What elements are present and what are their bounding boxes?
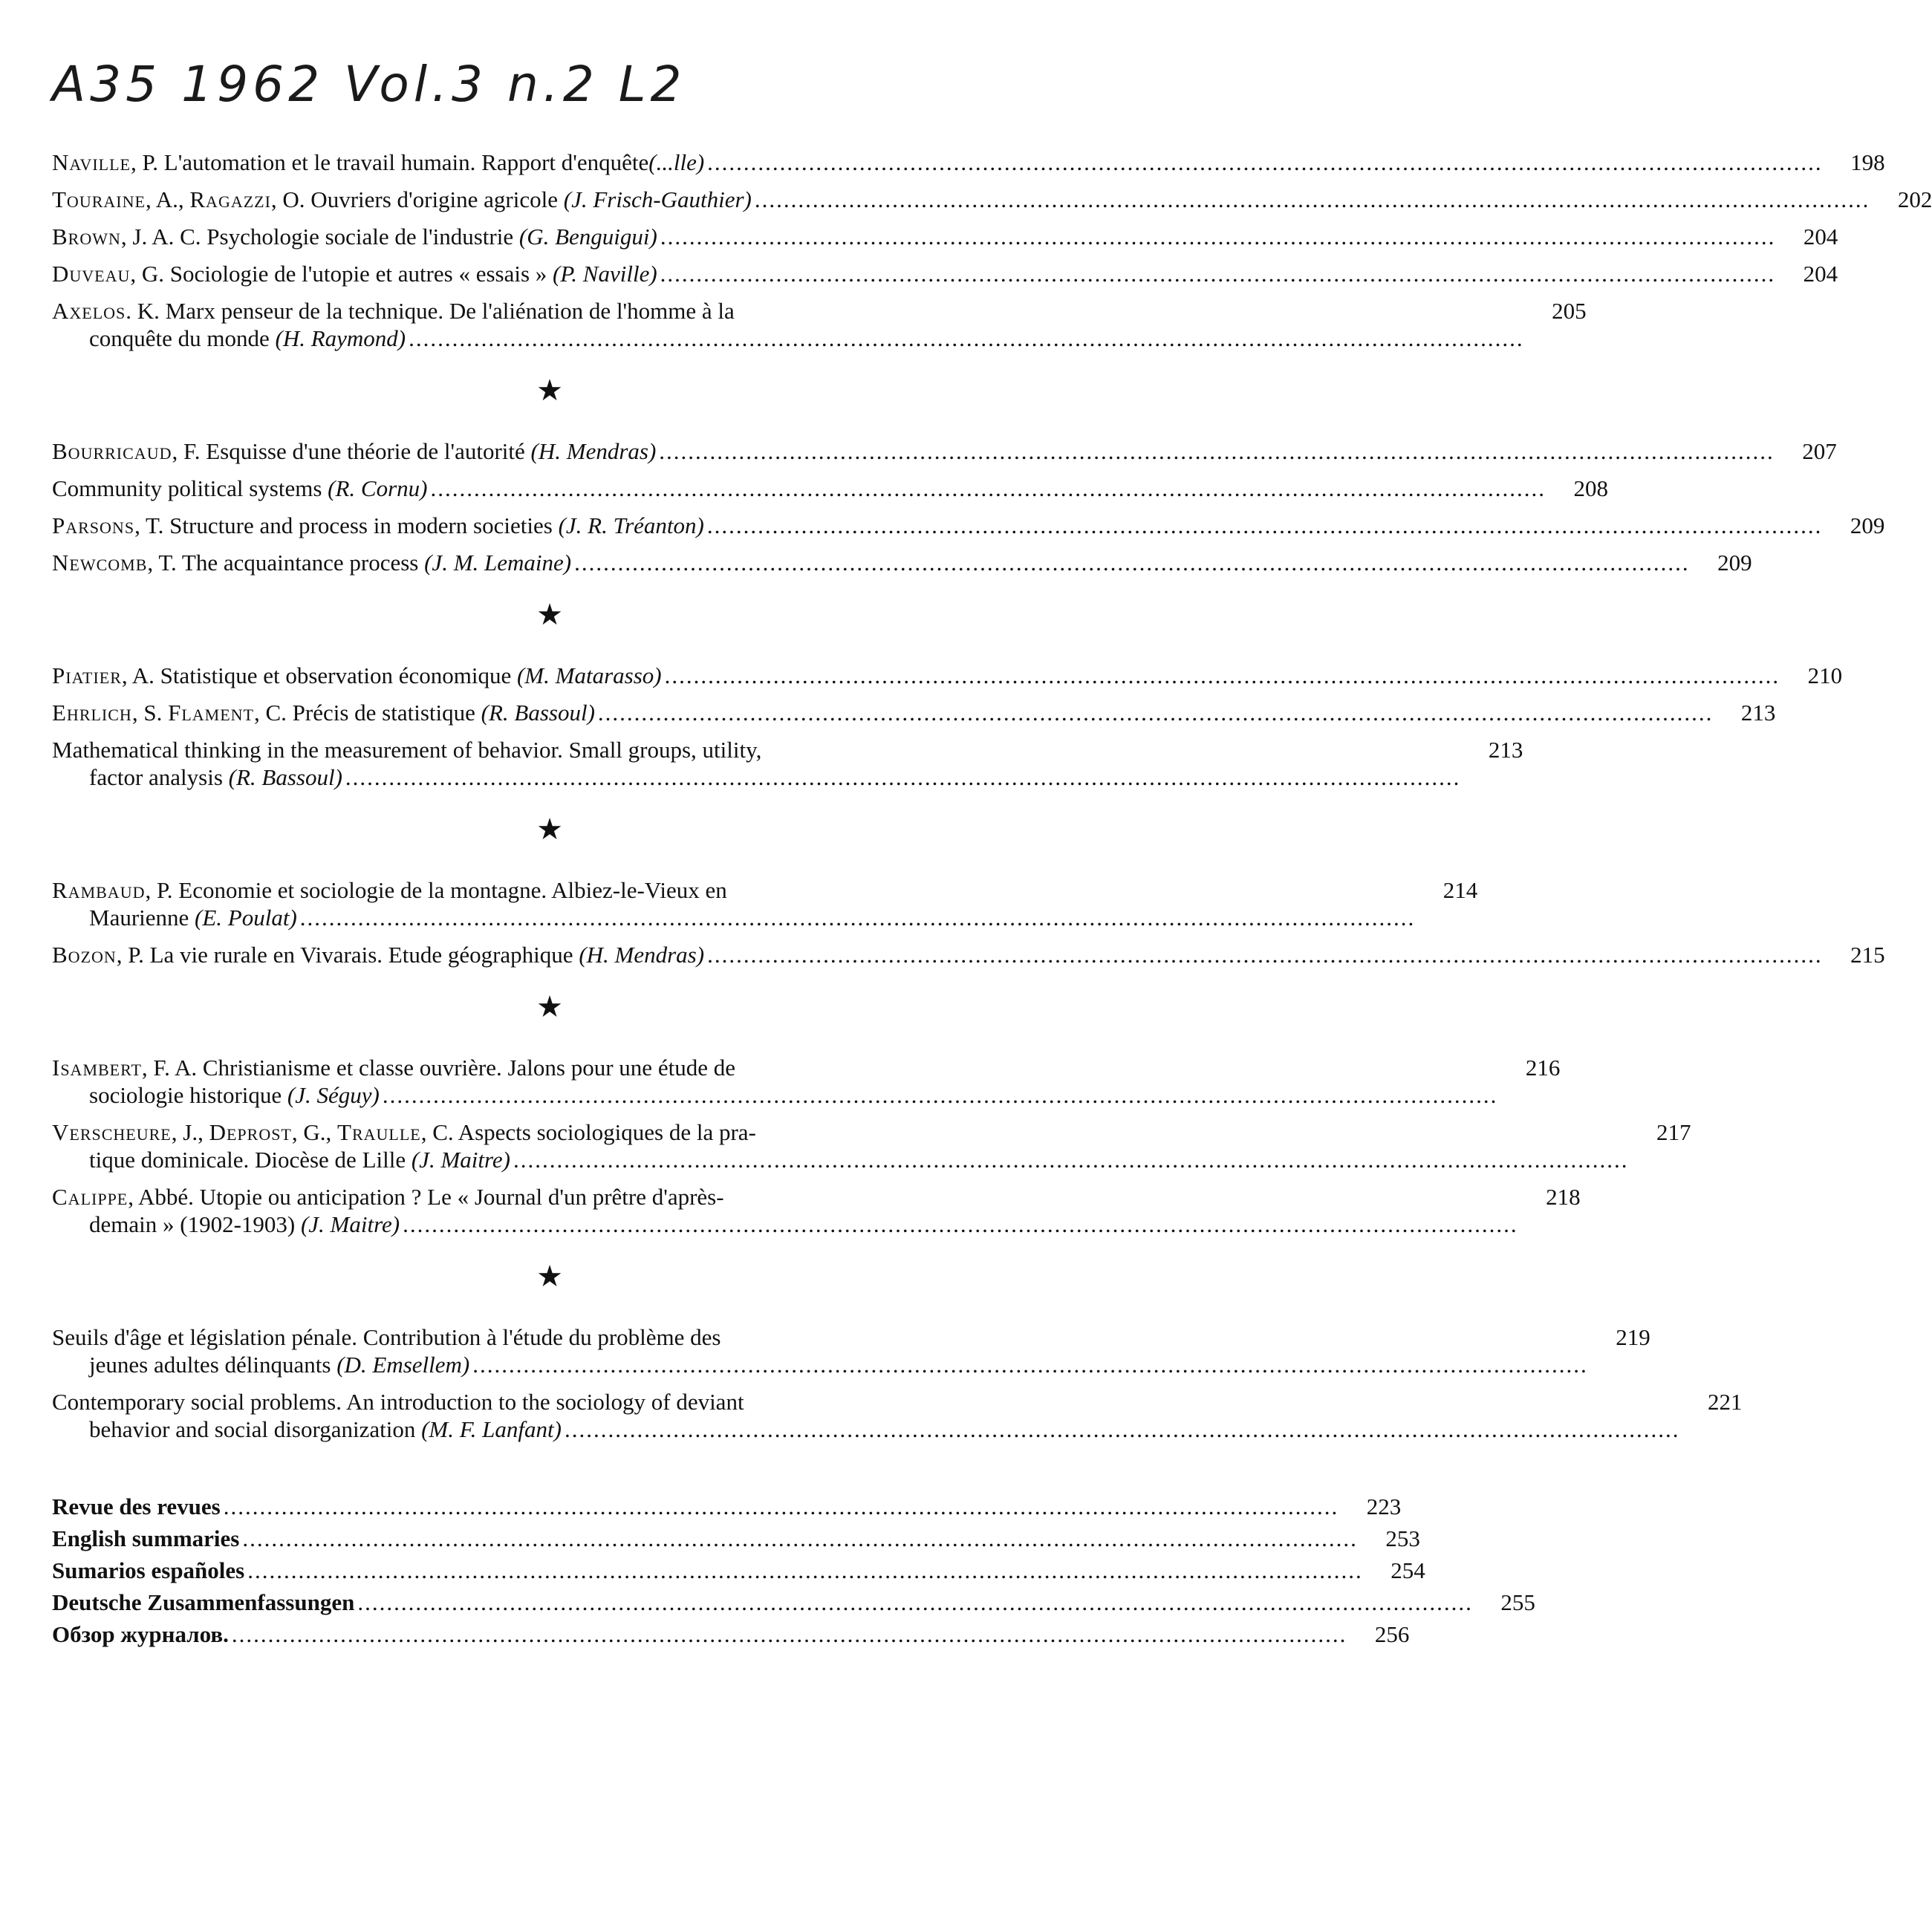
- entry-page-number: 210: [1807, 662, 1843, 688]
- entry-page-number: 255: [1500, 1589, 1535, 1615]
- entry-first-line: [52, 1525, 1361, 1552]
- toc-entry: [52, 941, 1885, 968]
- entry-first-line: [52, 1183, 1521, 1211]
- entry-author: Duveau: [52, 261, 131, 287]
- entry-title-text: , J.,: [171, 1119, 209, 1145]
- dot-leader: ..........................................................................................................................................................: [706, 512, 1823, 538]
- entry-continuation: [52, 904, 1418, 931]
- entry-page-number: 217: [1656, 1119, 1691, 1145]
- entry-reviewer: (H. Mendras): [579, 942, 705, 968]
- entry-author: Bourricaud: [52, 438, 172, 464]
- entry-continuation: [52, 1146, 1632, 1173]
- entry-first-line: [52, 223, 1778, 250]
- entry-first-line: [52, 1557, 1366, 1584]
- entry-title-text: , T. The acquaintance process: [147, 550, 425, 576]
- entry-title: [52, 1323, 721, 1351]
- entry-page-number: 208: [1573, 475, 1608, 501]
- entry-continuation: [52, 763, 1463, 791]
- entry-author: Isambert: [52, 1055, 142, 1081]
- entry-title-text: factor analysis: [89, 764, 229, 790]
- dot-leader: ..........................................................................................................................................................: [659, 438, 1775, 464]
- toc-entry: [52, 1323, 1650, 1378]
- entry-title: [52, 297, 735, 325]
- entry-title: [52, 1388, 744, 1416]
- entry-author: Verscheure: [52, 1119, 172, 1145]
- entry-continuation-text: [89, 1146, 510, 1173]
- dot-leader: ..........................................................................................................................................................: [299, 905, 1416, 931]
- entry-continuation-text: [89, 1211, 400, 1238]
- entry-title: [52, 876, 727, 904]
- entry-continuation: [52, 1081, 1500, 1109]
- entry-page-number: 254: [1391, 1557, 1425, 1583]
- entry-title-text: , C. Aspects sociologiques de la pra-: [420, 1119, 756, 1145]
- section-separator-star: ★: [536, 374, 563, 407]
- dot-leader: ..........................................................................................................................................................: [403, 1211, 1518, 1237]
- dot-leader: ..........................................................................................................................................................: [242, 1525, 1358, 1551]
- entry-first-line: [52, 260, 1778, 287]
- entry-page-number: 213: [1740, 700, 1776, 726]
- entry-text: [52, 223, 1778, 250]
- dot-leader: ..........................................................................................................................................................: [707, 942, 1823, 968]
- entry-title-text: , F. A. Christianisme et classe ouvrière. Jalons pour une étude de: [141, 1055, 735, 1081]
- entry-first-line: [52, 1620, 1350, 1648]
- entry-title: Revue des revues: [52, 1493, 221, 1519]
- entry-title-text: conquête du monde: [89, 325, 276, 351]
- entry-text: [52, 1323, 1591, 1378]
- entry-title: Обзор журналов.: [52, 1621, 229, 1647]
- entry-title: [52, 1118, 756, 1146]
- entry-author: Axelos: [52, 298, 126, 324]
- toc-entry: [52, 437, 1837, 465]
- entry-author: Piatier: [52, 662, 122, 688]
- entry-title: Deutsche Zusammenfassungen: [52, 1589, 355, 1615]
- entry-first-line: [52, 1118, 1632, 1146]
- entry-title: [52, 736, 761, 763]
- entry-first-line: [52, 941, 1826, 968]
- entry-text: [52, 1388, 1682, 1443]
- entry-title-text: tique dominicale. Diocèse de Lille: [89, 1147, 412, 1173]
- toc-entry: [52, 149, 1885, 176]
- toc-entry: [52, 876, 1478, 931]
- entry-title: English summaries: [52, 1525, 240, 1551]
- entry-title-text: jeunes adultes délinquants: [89, 1352, 337, 1378]
- entry-page-number: 218: [1546, 1184, 1581, 1210]
- entry-page-number: 253: [1385, 1525, 1420, 1551]
- entry-text: [52, 1118, 1632, 1173]
- toc-entry-bold: [52, 1620, 1410, 1648]
- entry-text: [52, 437, 1777, 465]
- dot-leader: ..........................................................................................................................................................: [564, 1416, 1680, 1442]
- entry-author: Naville: [52, 149, 131, 175]
- entry-text: [52, 1557, 1366, 1584]
- entry-title-text: Seuils d'âge et législation pénale. Contribution à l'étude du problème des: [52, 1324, 721, 1350]
- toc-entry: [52, 475, 1608, 502]
- entry-title: [52, 1183, 724, 1211]
- dot-leader: ..........................................................................................................................................................: [574, 550, 1690, 576]
- entry-page-number: 214: [1443, 877, 1478, 903]
- entry-first-line: [52, 297, 1527, 325]
- entry-text: [52, 876, 1418, 931]
- entry-first-line: [52, 1493, 1341, 1520]
- entry-author: Newcomb: [52, 550, 148, 576]
- dot-leader: ..........................................................................................................................................................: [382, 1082, 1498, 1108]
- entry-text: [52, 1525, 1361, 1552]
- entry-page-number: 215: [1850, 942, 1885, 968]
- entry-page-number: 198: [1850, 149, 1885, 175]
- entry-title-text: Mathematical thinking in the measurement of behavior. Small groups, utility,: [52, 737, 762, 763]
- section-separator-star: ★: [536, 598, 563, 631]
- entry-first-line: [52, 549, 1693, 576]
- entry-reviewer: (P. Naville): [553, 261, 657, 287]
- entry-title: [52, 662, 662, 689]
- entry-text: [52, 1493, 1341, 1520]
- toc-entry: [52, 186, 1932, 213]
- entry-text: [52, 297, 1527, 352]
- entry-title-text: , Abbé. Utopie ou anticipation ? Le « Journal d'un prêtre d'après-: [128, 1184, 724, 1210]
- toc-entry: [52, 297, 1587, 352]
- entry-reviewer: (...lle): [648, 149, 705, 175]
- entry-title: [52, 437, 656, 465]
- entry-title-text: demain » (1902-1903): [89, 1211, 301, 1237]
- entry-first-line: [52, 149, 1826, 176]
- entry-continuation: [52, 1416, 1682, 1443]
- dot-leader: ..........................................................................................................................................................: [357, 1589, 1473, 1615]
- dot-leader: ..........................................................................................................................................................: [660, 224, 1776, 250]
- toc-entry: [52, 223, 1838, 250]
- entry-page-number: 209: [1850, 512, 1885, 538]
- toc-entry-bold: [52, 1589, 1535, 1616]
- entry-continuation: [52, 1211, 1521, 1238]
- entry-text: [52, 1620, 1350, 1648]
- entry-continuation-text: [89, 904, 297, 931]
- entry-reviewer: (R. Bassoul): [228, 764, 342, 790]
- entry-title-text: , C. Précis de statistique: [253, 700, 481, 726]
- entry-title-text: sociologie historique: [89, 1082, 287, 1108]
- dot-leader: ..........................................................................................................................................................: [472, 1352, 1588, 1378]
- entry-continuation: [52, 325, 1527, 352]
- entry-title-text: , A. Statistique et observation économique: [121, 662, 517, 688]
- entry-title-text: , T. Structure and process in modern societies: [134, 512, 559, 538]
- entry-reviewer: (J. Séguy): [287, 1082, 380, 1108]
- entry-reviewer: (J. R. Tréanton): [558, 512, 704, 538]
- entry-page-number: 221: [1707, 1389, 1743, 1415]
- entry-title: [52, 186, 752, 213]
- entry-first-line: [52, 1388, 1682, 1416]
- entry-title-text: , J. A. C. Psychologie sociale de l'industrie: [120, 224, 519, 250]
- entry-author: Traulle: [337, 1119, 421, 1145]
- toc-entry: [52, 549, 1752, 576]
- entry-page-number: 216: [1525, 1055, 1561, 1081]
- table-of-contents: [52, 149, 1932, 1652]
- entry-title: [52, 475, 427, 502]
- section-separator-star: ★: [536, 990, 563, 1023]
- entry-page-number: 219: [1616, 1324, 1650, 1350]
- entry-reviewer: (H. Mendras): [530, 438, 657, 464]
- entry-first-line: [52, 1054, 1500, 1081]
- entry-page-number: 213: [1488, 737, 1523, 763]
- entry-text: [52, 941, 1826, 968]
- entry-page-number: 256: [1374, 1621, 1410, 1647]
- entry-reviewer: (J. Maitre): [300, 1211, 400, 1237]
- entry-title-text: , G. Sociologie de l'utopie et autres « essais »: [130, 261, 553, 287]
- entry-text: [52, 736, 1463, 791]
- entry-title: [52, 1054, 735, 1081]
- entry-title: [52, 549, 571, 576]
- entry-first-line: [52, 475, 1549, 502]
- entry-title-text: behavior and social disorganization: [89, 1416, 422, 1442]
- dot-leader: ..........................................................................................................................................................: [430, 475, 1546, 501]
- entry-title-text: Community political systems: [52, 475, 328, 501]
- toc-entry: [52, 1118, 1691, 1173]
- entry-page-number: 204: [1803, 224, 1838, 250]
- entry-continuation: [52, 1351, 1591, 1378]
- entry-continuation-text: [89, 325, 406, 352]
- entry-continuation-text: [89, 1081, 380, 1109]
- entry-title-text: , P. L'automation et le travail humain. Rapport d'enquête: [130, 149, 649, 175]
- entry-title: Sumarios españoles: [52, 1557, 245, 1583]
- entry-title-text: , S.: [131, 700, 169, 726]
- entry-first-line: [52, 876, 1418, 904]
- entry-author: Flament: [168, 700, 254, 726]
- entry-text: [52, 512, 1825, 539]
- entry-author: Deprost: [209, 1119, 292, 1145]
- entry-page-number: 223: [1366, 1493, 1402, 1519]
- entry-reviewer: (G. Benguigui): [518, 224, 657, 250]
- dot-leader: ..........................................................................................................................................................: [231, 1621, 1347, 1647]
- entry-reviewer: (J. M. Lemaine): [424, 550, 572, 576]
- entry-continuation-text: [89, 1416, 562, 1443]
- toc-entry: [52, 1054, 1561, 1109]
- entry-title: [52, 149, 704, 176]
- entry-page-number: 207: [1802, 438, 1837, 464]
- toc-entry-bold: [52, 1525, 1420, 1552]
- entry-reviewer: (M. Matarasso): [516, 662, 662, 688]
- entry-text: [52, 1183, 1521, 1238]
- entry-title: [52, 941, 704, 968]
- toc-entry: [52, 736, 1523, 791]
- dot-leader: ..........................................................................................................................................................: [513, 1147, 1629, 1173]
- entry-title: [52, 699, 595, 726]
- entry-continuation-text: [89, 1351, 469, 1378]
- entry-author: Ehrlich: [52, 700, 132, 726]
- entry-text: [52, 186, 1873, 213]
- toc-entry-bold: [52, 1493, 1402, 1520]
- dot-leader: ..........................................................................................................................................................: [247, 1557, 1363, 1583]
- entry-title-text: , A.,: [145, 186, 190, 212]
- entry-title-text: Maurienne: [89, 905, 195, 931]
- entry-title-text: . K. Marx penseur de la technique. De l'aliénation de l'homme à la: [126, 298, 735, 324]
- entry-page-number: 202: [1897, 186, 1932, 212]
- entry-title: [52, 223, 657, 250]
- toc-entry: [52, 1183, 1581, 1238]
- entry-author: Touraine: [52, 186, 146, 212]
- entry-title-text: , O. Ouvriers d'origine agricole: [270, 186, 564, 212]
- dot-leader: ..........................................................................................................................................................: [660, 261, 1776, 287]
- entry-reviewer: (R. Bassoul): [481, 700, 595, 726]
- toc-entry: [52, 699, 1776, 726]
- toc-entry: [52, 260, 1838, 287]
- entry-author: Ragazzi: [189, 186, 271, 212]
- entry-title: [52, 260, 657, 287]
- entry-continuation-text: [89, 763, 342, 791]
- entry-first-line: [52, 1589, 1476, 1616]
- entry-reviewer: (J. Maitre): [411, 1147, 510, 1173]
- entry-first-line: [52, 736, 1463, 763]
- toc-entry-bold: [52, 1557, 1425, 1584]
- entry-title-text: , P. La vie rurale en Vivarais. Etude géographique: [116, 942, 579, 968]
- entry-first-line: [52, 662, 1783, 689]
- dot-leader: ..........................................................................................................................................................: [707, 149, 1823, 175]
- entry-title-text: , F. Esquisse d'une théorie de l'autorité: [172, 438, 531, 464]
- dot-leader: ..........................................................................................................................................................: [223, 1493, 1339, 1519]
- toc-entry: [52, 662, 1843, 689]
- entry-reviewer: (J. Frisch-Gauthier): [563, 186, 752, 212]
- entry-text: [52, 1054, 1500, 1109]
- entry-author: Rambaud: [52, 877, 146, 903]
- dot-leader: ..........................................................................................................................................................: [664, 662, 1780, 688]
- entry-text: [52, 1589, 1476, 1616]
- entry-text: [52, 149, 1826, 176]
- entry-reviewer: (H. Raymond): [275, 325, 406, 351]
- toc-entry: [52, 1388, 1743, 1443]
- entry-reviewer: (D. Emsellem): [336, 1352, 470, 1378]
- dot-leader: ..........................................................................................................................................................: [754, 186, 1870, 212]
- entry-page-number: 205: [1552, 298, 1587, 324]
- section-separator-star: ★: [536, 1260, 563, 1293]
- entry-reviewer: (M. F. Lanfant): [421, 1416, 562, 1442]
- entry-first-line: [52, 699, 1716, 726]
- entry-reviewer: (R. Cornu): [328, 475, 428, 501]
- entry-first-line: [52, 512, 1825, 539]
- entry-text: [52, 662, 1783, 689]
- entry-first-line: [52, 186, 1873, 213]
- entry-title-text: Contemporary social problems. An introduction to the sociology of deviant: [52, 1389, 744, 1415]
- entry-text: [52, 549, 1693, 576]
- toc-entry: [52, 512, 1885, 539]
- entry-page-number: 204: [1803, 261, 1838, 287]
- entry-first-line: [52, 437, 1777, 465]
- entry-reviewer: (E. Poulat): [195, 905, 297, 931]
- spacer: [52, 1453, 1047, 1493]
- entry-title: [52, 512, 704, 539]
- section-separator-star: ★: [536, 812, 563, 846]
- dot-leader: ..........................................................................................................................................................: [597, 700, 1714, 726]
- entry-text: [52, 475, 1549, 502]
- entry-first-line: [52, 1323, 1591, 1351]
- entry-author: Brown: [52, 224, 121, 250]
- entry-title-text: , G.,: [291, 1119, 338, 1145]
- entry-author: Bozon: [52, 942, 117, 968]
- dot-leader: ..........................................................................................................................................................: [409, 325, 1524, 351]
- entry-text: [52, 699, 1716, 726]
- entry-text: [52, 260, 1778, 287]
- entry-author: Parsons: [52, 512, 135, 538]
- handwritten-note: A35 1962 Vol.3 n.2 L2: [52, 56, 686, 113]
- dot-leader: ..........................................................................................................................................................: [345, 764, 1461, 790]
- entry-title-text: , P. Economie et sociologie de la montagne. Albiez-le-Vieux en: [145, 877, 727, 903]
- entry-author: Calippe: [52, 1184, 129, 1210]
- entry-page-number: 209: [1717, 550, 1752, 576]
